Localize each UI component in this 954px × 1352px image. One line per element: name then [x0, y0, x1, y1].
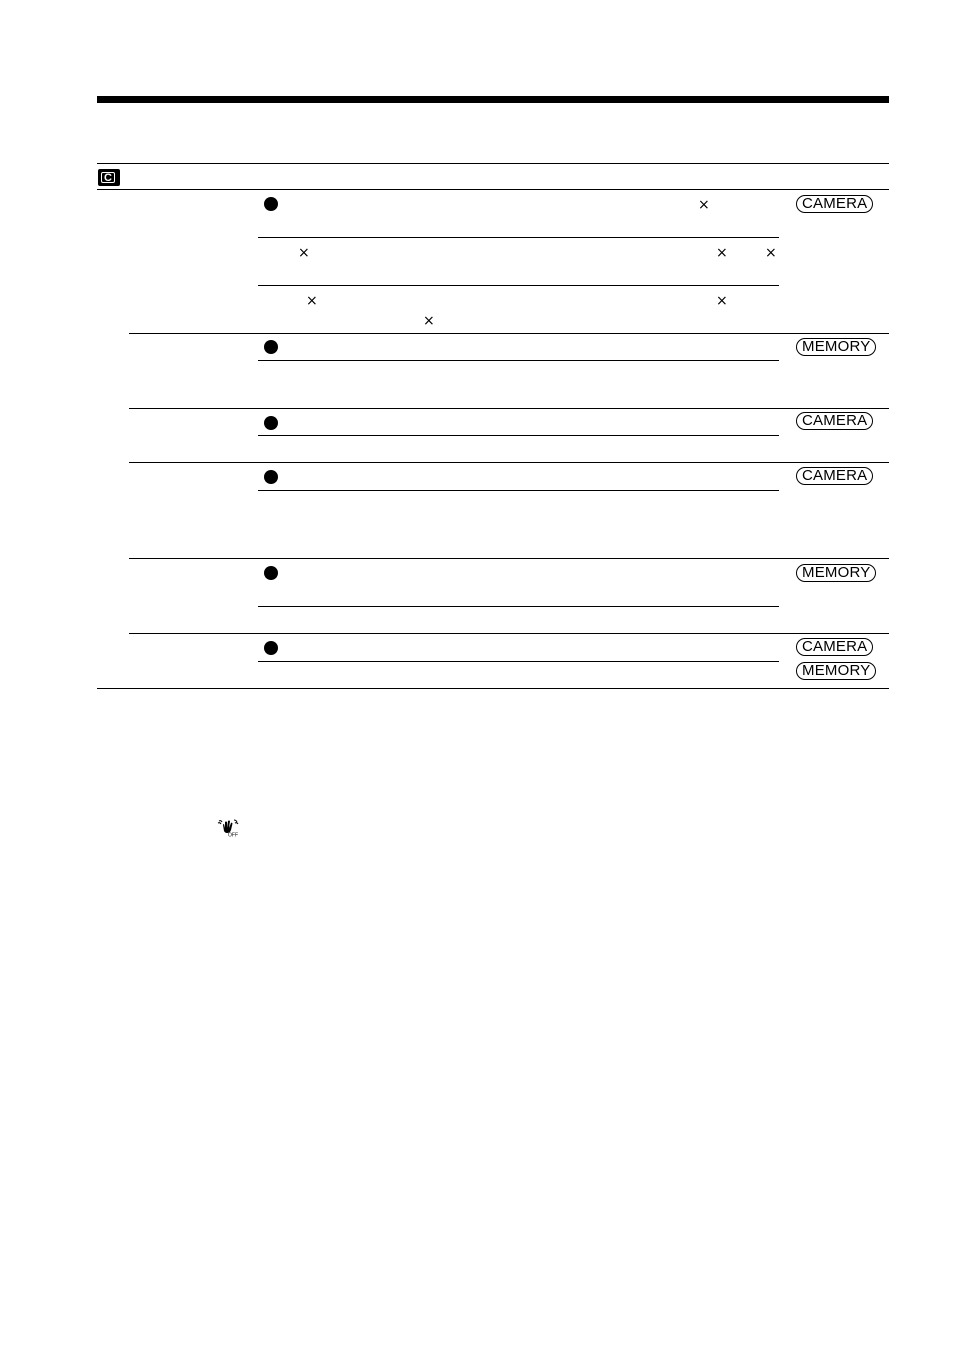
memory-badge: MEMORY: [796, 338, 876, 356]
camera-badge: CAMERA: [796, 638, 873, 656]
table-header-rule: [97, 189, 889, 190]
multiply-sign: ×: [423, 313, 435, 329]
default-setting-dot: [264, 566, 278, 580]
default-setting-dot: [264, 470, 278, 484]
option-divider: [258, 606, 779, 607]
row-divider: [129, 408, 889, 409]
table-bottom-rule: [97, 688, 889, 689]
multiply-sign: ×: [765, 245, 777, 261]
row-divider: [129, 558, 889, 559]
camera-badge: CAMERA: [796, 412, 873, 430]
camera-menu-c-letter: C: [101, 172, 115, 183]
row-divider: [129, 333, 889, 334]
option-divider: [258, 490, 779, 491]
multiply-sign: ×: [306, 293, 318, 309]
option-divider: [258, 237, 779, 238]
top-rule: [97, 96, 889, 103]
camera-badge: CAMERA: [796, 195, 873, 213]
camera-menu-c-icon: [98, 169, 120, 186]
default-setting-dot: [264, 340, 278, 354]
option-divider: [258, 435, 779, 436]
option-divider: [258, 285, 779, 286]
svg-text:OFF: OFF: [228, 832, 238, 837]
multiply-sign: ×: [716, 245, 728, 261]
camera-badge: CAMERA: [796, 467, 873, 485]
default-setting-dot: [264, 641, 278, 655]
multiply-sign: ×: [716, 293, 728, 309]
option-divider: [258, 661, 779, 662]
steadyshot-off-icon: [217, 819, 239, 837]
row-divider: [129, 633, 889, 634]
default-setting-dot: [264, 197, 278, 211]
default-setting-dot: [264, 416, 278, 430]
multiply-sign: ×: [298, 245, 310, 261]
row-divider: [129, 462, 889, 463]
option-divider: [258, 360, 779, 361]
memory-badge: MEMORY: [796, 662, 876, 680]
multiply-sign: ×: [698, 197, 710, 213]
table-top-rule: [97, 163, 889, 164]
memory-badge: MEMORY: [796, 564, 876, 582]
